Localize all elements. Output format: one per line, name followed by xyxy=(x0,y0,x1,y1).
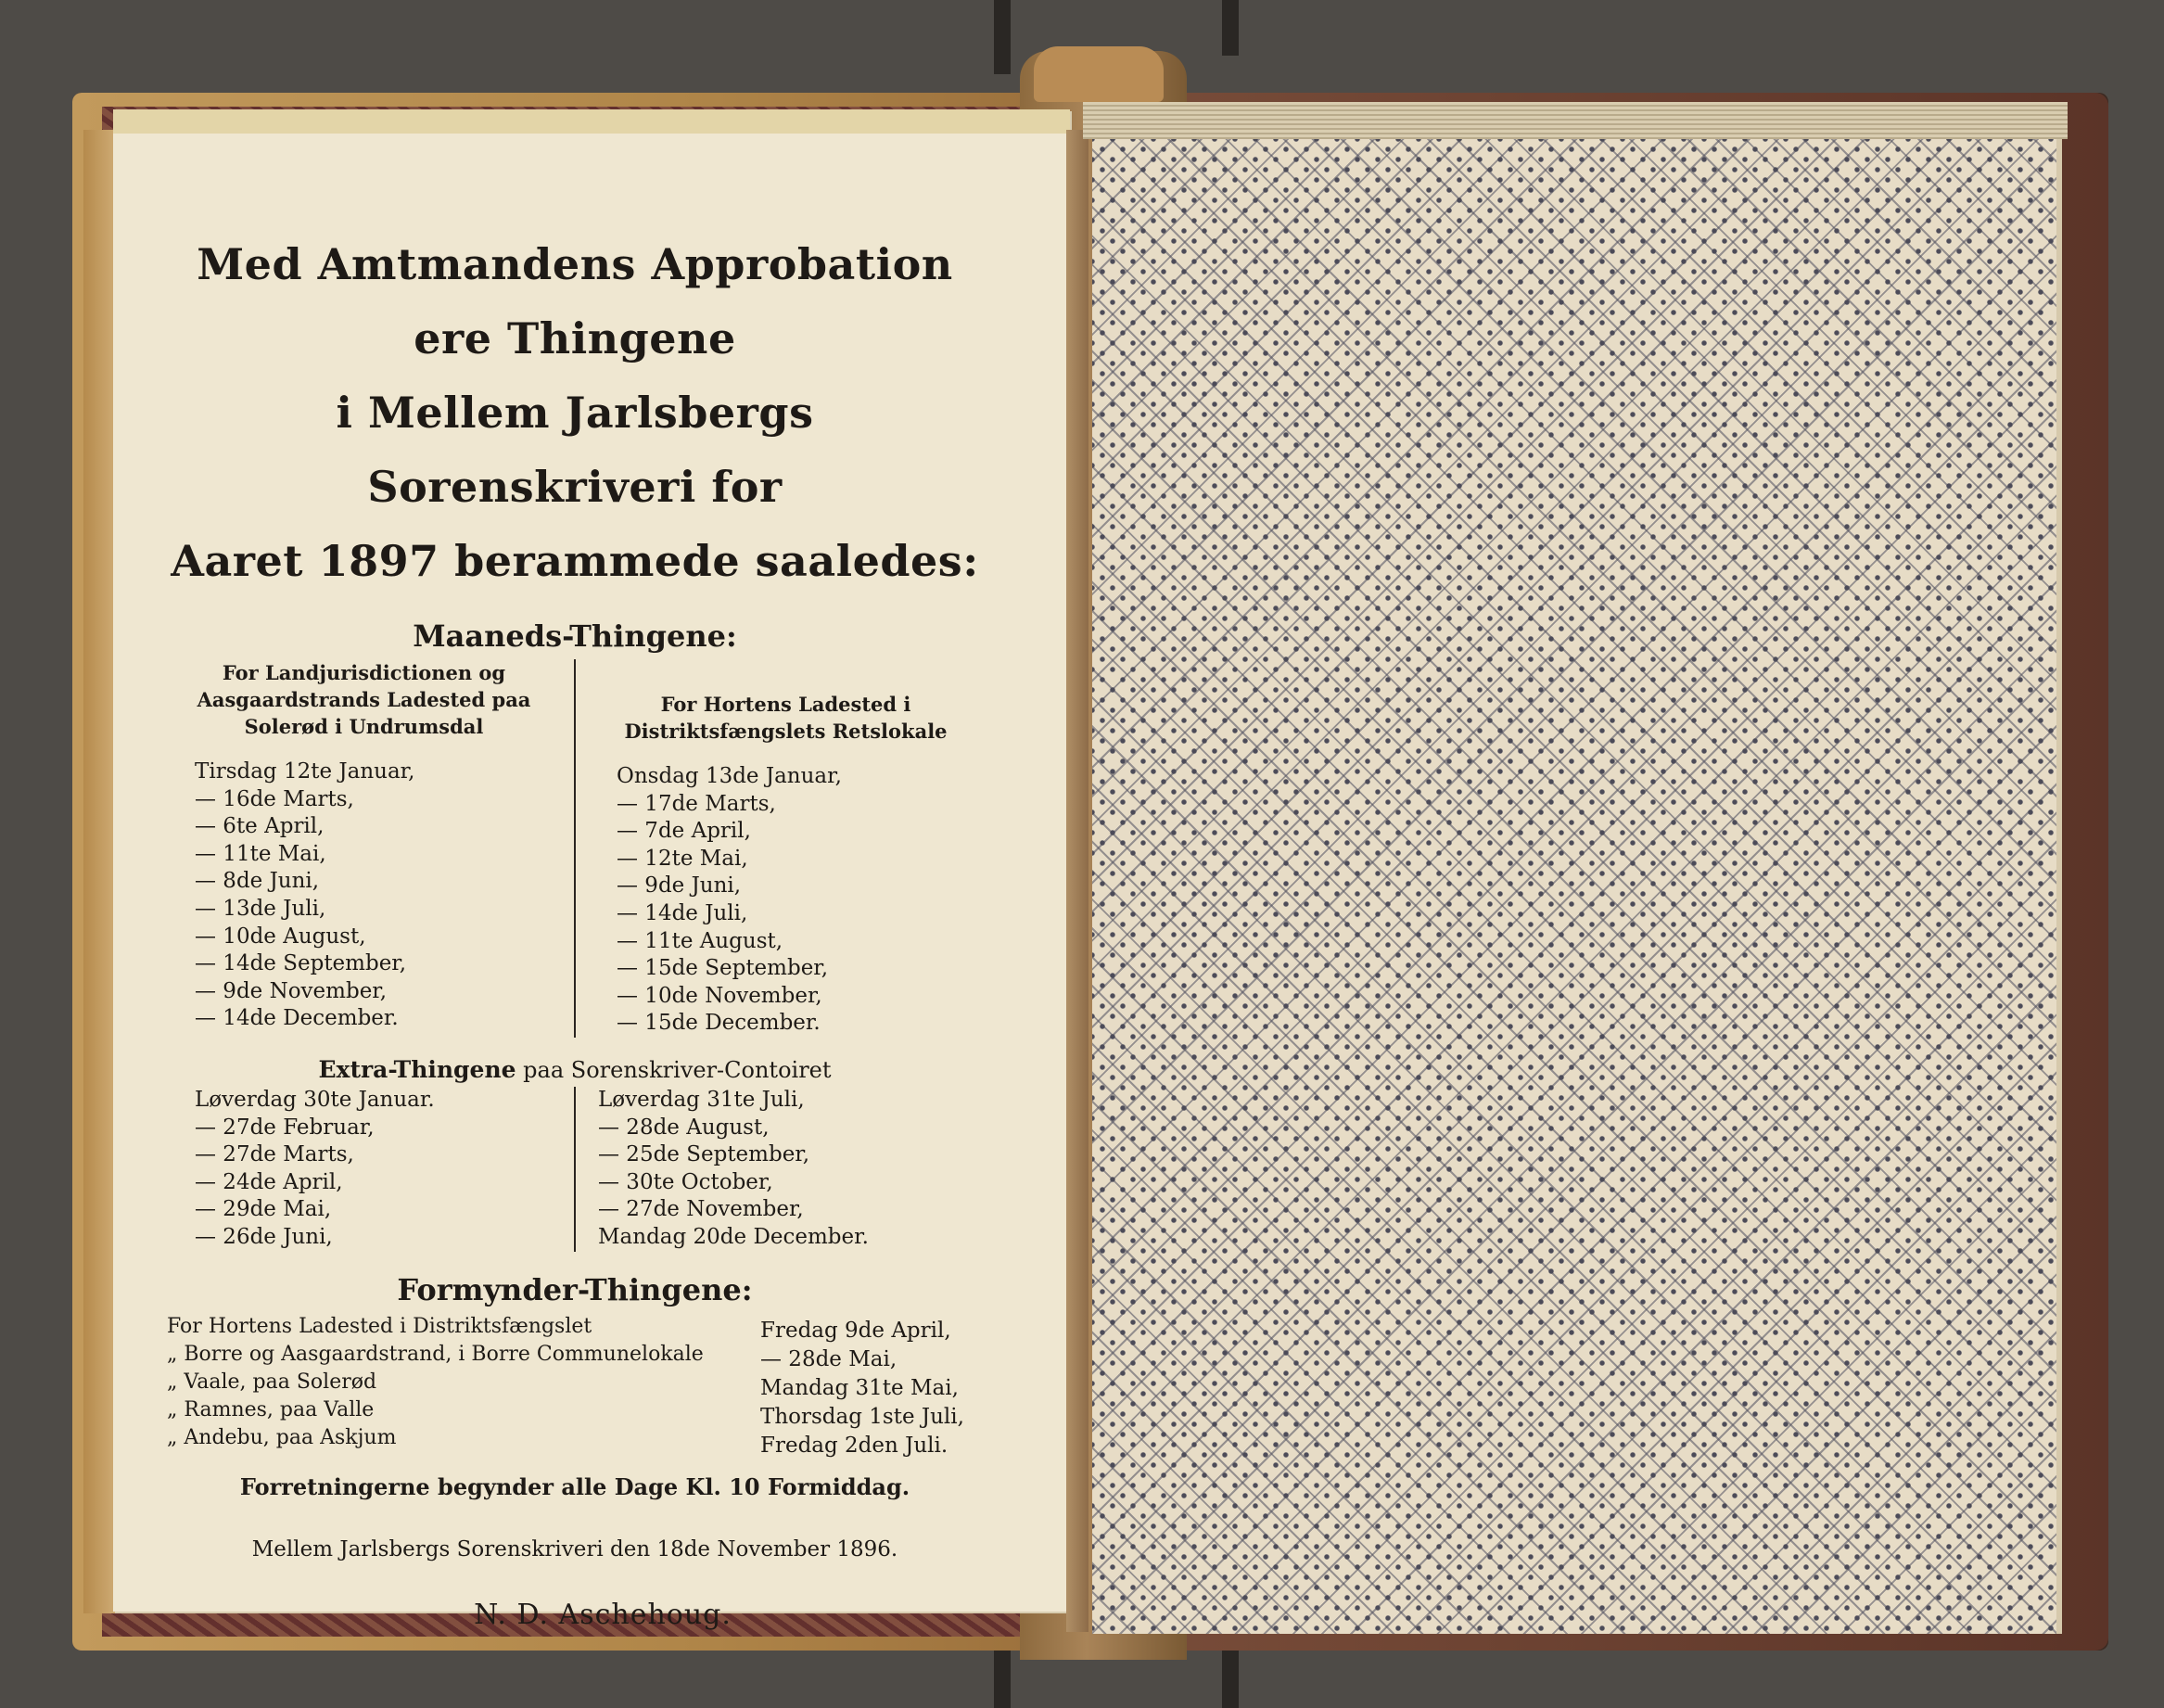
date-item: Onsdag 13de Januar, xyxy=(617,764,842,788)
notice-text xyxy=(167,227,983,1631)
date-item: — 17de Marts, xyxy=(617,791,776,816)
place-item: „ Andebu, paa Askjum xyxy=(167,1425,397,1449)
date-item: — 27de November, xyxy=(598,1197,804,1222)
date-item: Mandag 31te Mai, xyxy=(760,1375,959,1400)
date-item: — 25de September, xyxy=(598,1142,810,1167)
date-item: — 27de Februar, xyxy=(195,1115,375,1140)
title-line-1: Med Amtmandens Approbation ere Thingene xyxy=(197,239,953,363)
spine-headcap xyxy=(1034,46,1164,102)
formynder-block xyxy=(167,1313,983,1460)
extra-right-column xyxy=(576,1087,983,1252)
date-item: Fredag 9de April, xyxy=(760,1318,951,1343)
patterned-endpaper xyxy=(1092,139,2062,1634)
place-item: „ Ramnes, paa Valle xyxy=(167,1397,375,1421)
background-seam-bottom-right xyxy=(1222,1651,1239,1708)
date-item: — 26de Juni, xyxy=(195,1224,333,1249)
maaneds-left-column xyxy=(167,659,576,1038)
extra-right-dates xyxy=(589,1087,983,1252)
date-item: — 10de August, xyxy=(195,924,366,949)
date-item: — 8de Juni, xyxy=(195,869,320,894)
date-item: — 15de September, xyxy=(617,956,829,981)
extra-heading xyxy=(167,1056,983,1083)
place-item: „ Borre og Aasgaardstrand, i Borre Communelokale xyxy=(167,1342,704,1366)
date-item: Thorsdag 1ste Juli, xyxy=(760,1404,964,1429)
date-item: — 9de Juni, xyxy=(617,873,742,899)
maaneds-right-column xyxy=(576,659,983,1038)
date-item: — 24de April, xyxy=(195,1169,343,1194)
date-item: Tirsdag 12te Januar, xyxy=(195,759,415,784)
book-gutter xyxy=(1066,130,1088,1632)
date-item: — 28de Mai, xyxy=(760,1346,897,1371)
background-seam-top xyxy=(994,0,1011,74)
date-item: — 13de Juli, xyxy=(195,896,326,921)
date-item: — 6te April, xyxy=(195,814,325,839)
maaneds-heading: Maaneds-Thingene: xyxy=(413,618,737,654)
date-item: Fredag 2den Juli. xyxy=(760,1433,948,1458)
right-page-block-top xyxy=(1083,102,2068,139)
place-item: For Hortens Ladested i Distriktsfængslet xyxy=(167,1314,592,1338)
date-item: — 11te Mai, xyxy=(195,841,326,866)
title-line-3: Aaret 1897 berammede saaledes: xyxy=(171,536,979,586)
date-item: — 12te Mai, xyxy=(617,846,748,871)
formynder-heading: Formynder-Thingene: xyxy=(397,1271,753,1307)
date-item: — 9de November, xyxy=(195,978,388,1003)
extra-left-dates xyxy=(167,1087,561,1252)
maaneds-left-dates xyxy=(167,758,561,1033)
signature: N. D. Aschehoug. xyxy=(474,1598,732,1631)
date-item: — 30te October, xyxy=(598,1169,773,1194)
date-item: — 7de April, xyxy=(617,819,751,844)
date-item: Mandag 20de December. xyxy=(598,1224,869,1249)
date-item: — 14de December. xyxy=(195,1006,399,1031)
date-item: — 16de Marts, xyxy=(195,786,354,811)
date-item: — 10de November, xyxy=(617,983,822,1008)
place-item: „ Vaale, paa Solerød xyxy=(167,1370,377,1394)
notice-title xyxy=(167,227,983,598)
page-tape-strip xyxy=(113,109,1070,134)
extra-left-column xyxy=(167,1087,576,1252)
extra-heading-rest: paa Sorenskriver-Contoiret xyxy=(523,1056,832,1083)
formynder-place-list xyxy=(167,1313,760,1452)
date-item: — 11te August, xyxy=(617,928,783,953)
date-item: — 14de September, xyxy=(195,951,407,976)
formynder-places xyxy=(167,1313,760,1460)
date-item: Løverdag 30te Januar. xyxy=(195,1087,435,1112)
date-item: — 27de Marts, xyxy=(195,1142,354,1167)
maaneds-left-heading: For Landjurisdictionen og Aasgaardstrands Ladested paa Solerød i Undrumsdal xyxy=(197,661,531,738)
place-and-date: Mellem Jarlsbergs Sorenskriveri den 18de November 1896. xyxy=(251,1536,898,1561)
date-item: — 29de Mai, xyxy=(195,1197,332,1222)
title-line-2: i Mellem Jarlsbergs Sorenskriveri for xyxy=(336,388,814,512)
maaneds-right-heading: For Hortens Ladested i Distriktsfængslets Retslokale xyxy=(624,693,948,743)
background-seam-bottom xyxy=(994,1651,1011,1708)
maaneds-right-dates xyxy=(589,763,983,1038)
extra-heading-bold: Extra-Thingene xyxy=(318,1055,516,1083)
date-item: — 14de Juli, xyxy=(617,900,748,925)
maaneds-columns xyxy=(167,659,983,1038)
formynder-dates xyxy=(760,1313,983,1460)
date-item: Løverdag 31te Juli, xyxy=(598,1087,805,1112)
date-item: — 28de August, xyxy=(598,1115,770,1140)
date-item: — 15de December. xyxy=(617,1011,821,1036)
business-hours-notice: Forretningerne begynder alle Dage Kl. 10 Formiddag. xyxy=(239,1472,910,1500)
formynder-date-list xyxy=(760,1317,983,1460)
background-seam-top-right xyxy=(1222,0,1239,56)
extra-columns xyxy=(167,1087,983,1252)
